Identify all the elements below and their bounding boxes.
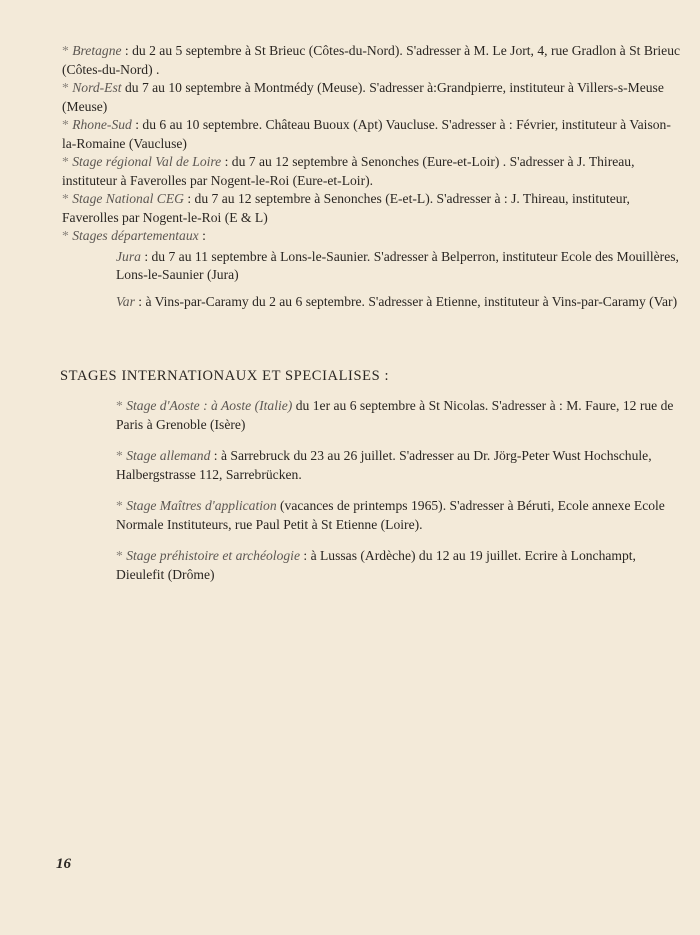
entry-prehistoire xyxy=(116,547,682,584)
entry-title: Stage National CEG xyxy=(72,191,184,206)
entry-text: du 1er au 6 septembre à St Nicolas. S'adresser à : M. Faure, 12 rue de Paris à Grenoble (Isère) xyxy=(116,398,674,432)
entry-title: Stage allemand xyxy=(126,448,211,463)
bullet-star: * xyxy=(62,228,69,243)
bullet-star: * xyxy=(62,154,69,169)
entry-text: : à Lussas (Ardèche) du 12 au 19 juillet. Ecrire à Lonchampt, Dieulefit (Drôme) xyxy=(116,548,636,582)
bullet-star: * xyxy=(116,448,123,463)
entry-allemand xyxy=(116,447,682,484)
entry-text: : à Sarrebruck du 23 au 26 juillet. S'adresser au Dr. Jörg-Peter Wust Hochschule, Halbergstrasse 112, Sarrebrücken. xyxy=(116,448,652,482)
entry-departementaux xyxy=(62,227,682,246)
bullet-star: * xyxy=(116,548,123,563)
entry-place: : à Aoste (Italie) xyxy=(199,398,293,413)
entry-title: Stage d'Aoste xyxy=(126,398,200,413)
entry-title: Jura xyxy=(116,248,141,264)
entry-title: Stages départementaux xyxy=(72,228,199,243)
entry-title: Stage Maîtres d'application xyxy=(126,498,277,513)
entry-jura xyxy=(116,248,682,285)
entry-maitres-application xyxy=(116,497,682,534)
entry-title: Stage préhistoire et archéologie xyxy=(126,548,300,563)
bullet-star: * xyxy=(62,43,69,58)
entry-val-de-loire xyxy=(62,153,682,190)
international-stages-list xyxy=(116,397,682,597)
regional-stages-list xyxy=(62,42,682,311)
entry-rhone-sud xyxy=(62,116,682,153)
bullet-star: * xyxy=(116,398,123,413)
entry-var xyxy=(116,293,682,312)
entry-text: : du 6 au 10 septembre. Château Buoux (Apt) Vaucluse. S'adresser à : Février, instituteur à Vaison-la-Romaine (Vaucluse) xyxy=(62,117,671,151)
bullet-star: * xyxy=(62,117,69,132)
entry-text: : du 2 au 5 septembre à St Brieuc (Côtes-du-Nord). S'adresser à M. Le Jort, 4, rue Gradlon à St Brieuc (Côtes-du-Nord) . xyxy=(62,43,681,77)
page-number: 16 xyxy=(56,856,71,872)
entry-national-ceg xyxy=(62,190,682,227)
entry-text: : du 7 au 12 septembre à Senonches (Eure-et-Loir) . S'adresser à J. Thireau, instituteur à Faverolles par Nogent-le-Roi (Eure-et-Loir). xyxy=(62,154,635,188)
entry-text: (vacances de printemps 1965). S'adresser à Béruti, Ecole annexe Ecole Normale Instituteurs, rue Paul Petit à St Etienne (Loire). xyxy=(116,498,665,532)
entry-text: du 7 au 10 septembre à Montmédy (Meuse). S'adresser à:Grandpierre, instituteur à Villers-s-Meuse (Meuse) xyxy=(62,80,664,114)
entry-text: : du 7 au 12 septembre à Senonches (E-et-L). S'adresser à : J. Thireau, instituteur, Faverolles par Nogent-le-Roi (E & L) xyxy=(62,191,630,225)
bullet-star: * xyxy=(116,498,123,513)
section-title: STAGES INTERNATIONAUX ET SPECIALISES : xyxy=(60,368,390,384)
entry-title: Bretagne xyxy=(72,43,122,58)
bullet-star: * xyxy=(62,191,69,206)
entry-text: : à Vins-par-Caramy du 2 au 6 septembre. S'adresser à Etienne, instituteur à Vins-par-Caramy (Var) xyxy=(134,293,678,309)
entry-title: Nord-Est xyxy=(72,80,122,95)
entry-title: Var xyxy=(116,293,135,309)
entry-aoste xyxy=(116,397,682,434)
bullet-star: * xyxy=(62,80,69,95)
entry-text: : xyxy=(198,228,206,243)
entry-nord-est xyxy=(62,79,682,116)
entry-bretagne xyxy=(62,42,682,79)
entry-text: : du 7 au 11 septembre à Lons-le-Saunier. S'adresser à Belperron, instituteur Ecole des Mouillères, Lons-le-Saunier (Jura) xyxy=(116,248,679,282)
entry-title: Stage régional Val de Loire xyxy=(72,154,222,169)
entry-title: Rhone-Sud xyxy=(72,117,132,132)
